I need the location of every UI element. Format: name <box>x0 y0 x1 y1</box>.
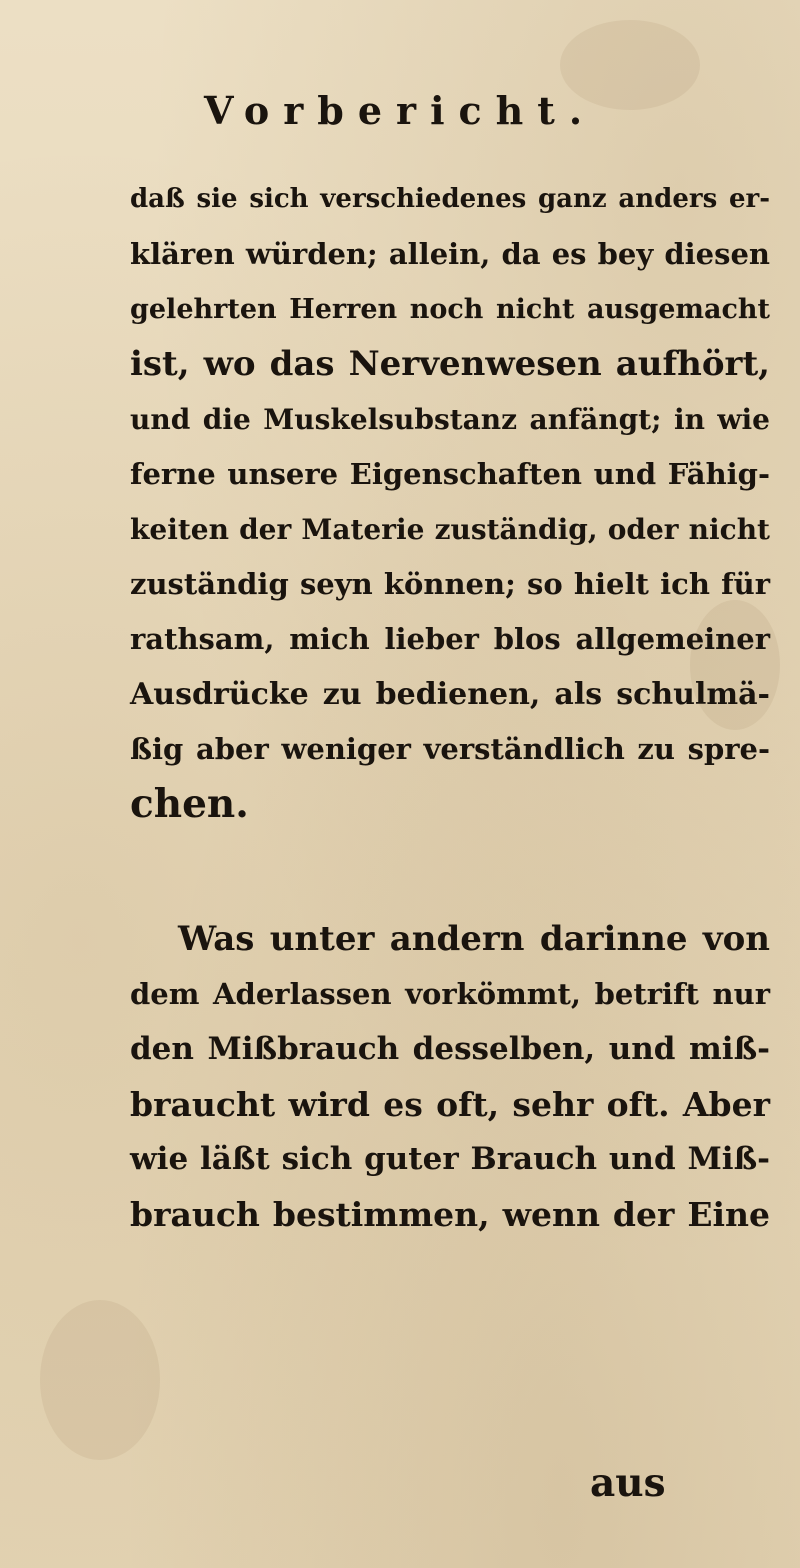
text-line: ist, wo das Nervenwesen aufhört, <box>130 344 770 384</box>
paragraph-gap <box>130 832 770 912</box>
body-text <box>130 172 770 1242</box>
text-line: klären würden; allein, da es bey diesen <box>130 237 770 271</box>
paragraph-2 <box>130 912 770 1242</box>
paragraph-1 <box>130 172 770 832</box>
text-line: und die Muskelsubstanz anfängt; in wie <box>130 403 770 436</box>
text-line: daß sie sich verschiedenes ganz anders er- <box>130 184 770 214</box>
text-line: ßig aber weniger verständlich zu spre- <box>130 732 770 766</box>
text-line: Ausdrücke zu bedienen, als schulmä- <box>130 677 770 712</box>
text-line: dem Aderlassen vorkömmt, betrift nur <box>130 977 770 1011</box>
text-line: brauch bestimmen, wenn der Eine <box>130 1195 770 1234</box>
text-line: chen. <box>130 781 249 827</box>
text-line: gelehrten Herren noch nicht ausgemacht <box>130 294 770 325</box>
running-header: Vorbericht. <box>203 88 597 133</box>
text-line: Was unter andern darinne von <box>178 919 770 959</box>
text-line: braucht wird es oft, sehr oft. Aber <box>130 1085 770 1124</box>
text-line: keiten der Materie zuständig, oder nicht <box>130 513 770 546</box>
text-line: ferne unsere Eigenschaften und Fähig- <box>130 457 770 491</box>
text-line: zuständig seyn können; so hielt ich für <box>130 567 770 601</box>
paper-stain <box>40 1300 160 1460</box>
text-line: rathsam, mich lieber blos allgemeiner <box>130 622 770 656</box>
text-line: wie läßt sich guter Brauch und Miß- <box>130 1141 770 1177</box>
catchword: aus <box>590 1460 666 1506</box>
text-line: den Mißbrauch desselben, und miß- <box>130 1031 770 1067</box>
